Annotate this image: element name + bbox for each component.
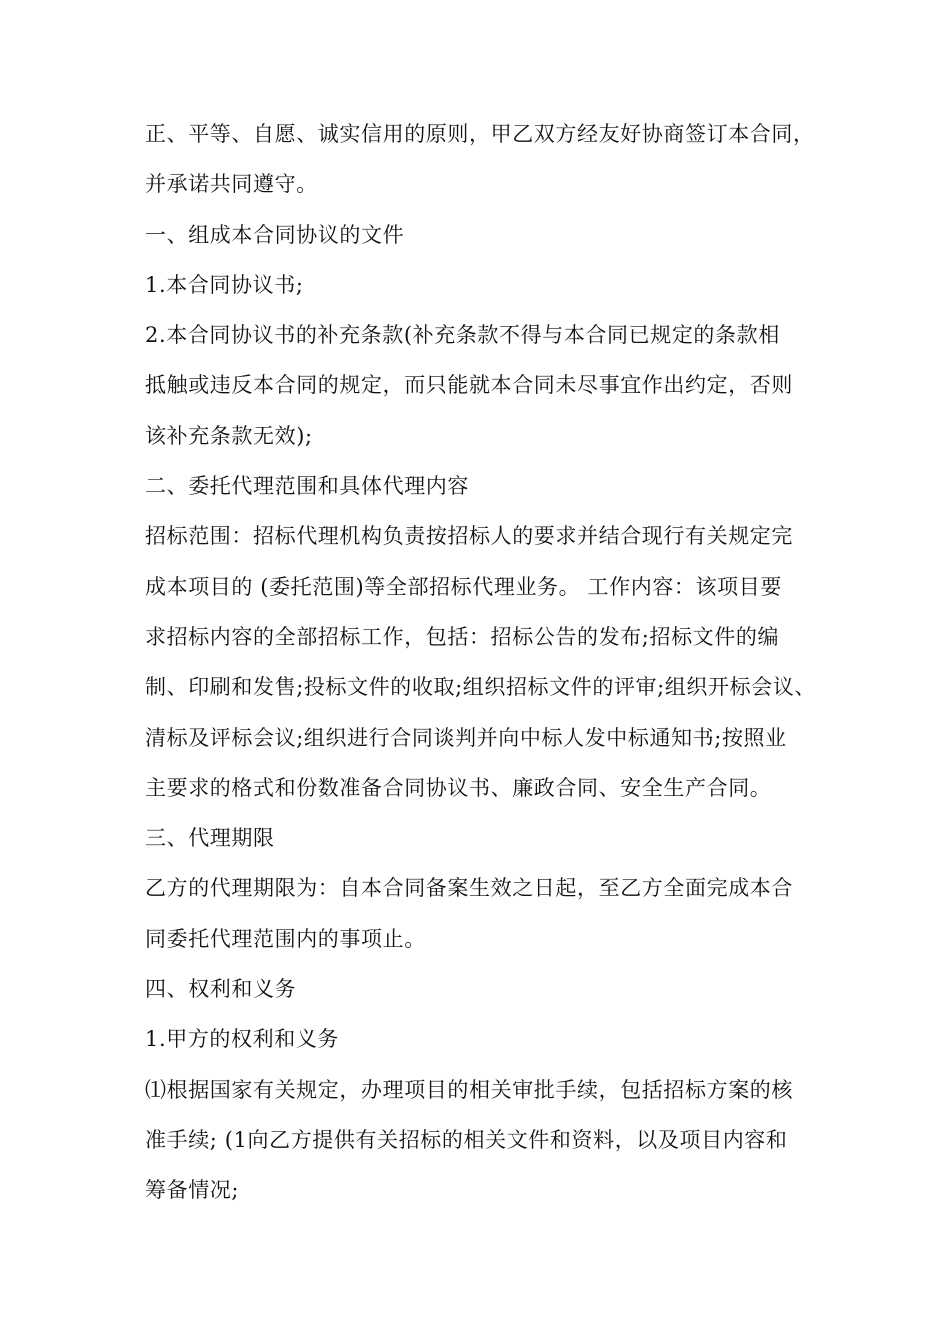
text-line: 乙方的代理期限为：自本合同备案生效之日起，至乙方全面完成本合	[145, 876, 793, 901]
text-line: 制、印刷和发售;投标文件的收取;组织招标文件的评审;组织开标会议、	[145, 675, 817, 700]
text-line: 该补充条款无效);	[145, 423, 313, 448]
section-heading: 四、权利和义务	[145, 977, 297, 1002]
text-line: 抵触或违反本合同的规定，而只能就本合同未尽事宜作出约定，否则	[145, 373, 793, 398]
text-line: 准手续; (1向乙方提供有关招标的相关文件和资料，以及项目内容和	[145, 1127, 788, 1152]
text-line: 求招标内容的全部招标工作，包括：招标公告的发布;招标文件的编	[145, 624, 780, 649]
text-line: 筹备情况;	[145, 1178, 240, 1203]
text-line: ⑴根据国家有关规定，办理项目的相关审批手续，包括招标方案的核	[145, 1077, 793, 1102]
text-line: 招标范围：招标代理机构负责按招标人的要求并结合现行有关规定完	[145, 524, 793, 549]
document-body	[145, 118, 825, 1225]
text-line: 主要求的格式和份数准备合同协议书、廉政合同、安全生产合同。	[145, 775, 772, 800]
subsection-heading: 1.甲方的权利和义务	[145, 1027, 340, 1052]
text-line: 并承诺共同遵守。	[145, 172, 318, 197]
section-heading: 三、代理期限	[145, 826, 275, 851]
text-line: 2.本合同协议书的补充条款(补充条款不得与本合同已规定的条款相	[145, 323, 780, 348]
text-line: 1.本合同协议书;	[145, 272, 304, 297]
text-line: 正、平等、自愿、诚实信用的原则，甲乙双方经友好协商签订本合同，	[145, 122, 815, 146]
text-line: 成本项目的 (委托范围)等全部招标代理业务。 工作内容：该项目要	[145, 574, 782, 599]
section-heading: 二、委托代理范围和具体代理内容	[145, 474, 469, 499]
text-line: 清标及评标会议;组织进行合同谈判并向中标人发中标通知书;按照业	[145, 725, 787, 750]
text-line: 同委托代理范围内的事项止。	[145, 926, 426, 951]
section-heading: 一、组成本合同协议的文件	[145, 222, 405, 247]
